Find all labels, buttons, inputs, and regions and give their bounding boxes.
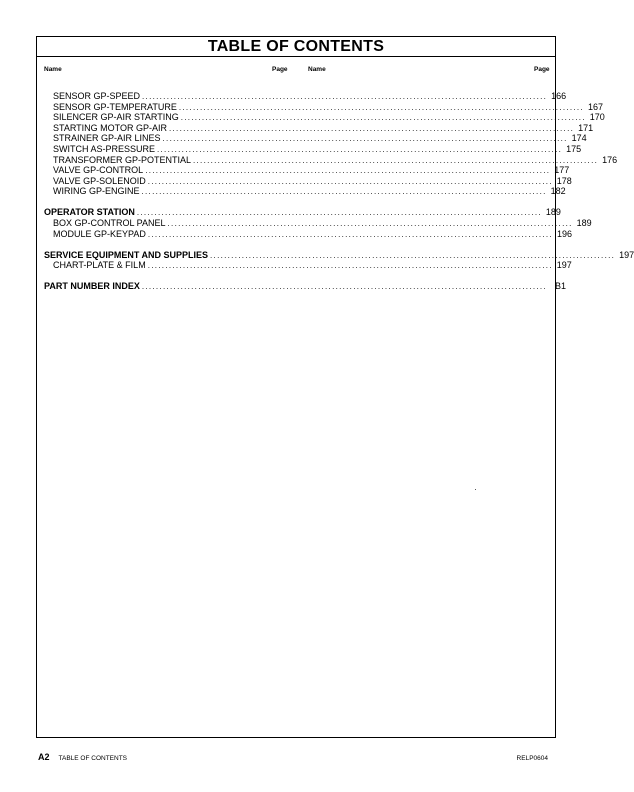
toc-entry[interactable]: [44, 122, 594, 134]
toc-entry[interactable]: [44, 133, 587, 144]
toc-entry-page: 176: [602, 154, 618, 165]
footer-page-code: A2: [38, 752, 50, 762]
toc-leader-dots: [193, 156, 598, 167]
toc-section-entry[interactable]: [44, 249, 634, 261]
toc-leader-dots: [148, 261, 553, 272]
toc-entry-label: WIRING GP-ENGINE: [53, 186, 140, 197]
toc-entry-label: CHART-PLATE & FILM: [53, 260, 146, 271]
toc-leader-dots: [157, 145, 562, 156]
toc-entry-label: TRANSFORMER GP-POTENTIAL: [53, 154, 192, 165]
toc-leader-dots: [142, 187, 547, 198]
toc-entry-label: STRAINER GP-AIR LINES: [53, 133, 161, 144]
toc-section-entry[interactable]: [44, 281, 566, 292]
toc-leader-dots: [137, 208, 542, 219]
toc-entry[interactable]: [44, 165, 570, 176]
right-page-header: Page: [534, 66, 550, 73]
toc-entry[interactable]: [44, 218, 592, 229]
toc-entry-label: MODULE GP-KEYPAD: [53, 228, 146, 239]
toc-entry[interactable]: [44, 260, 572, 271]
toc-entry-label: SWITCH AS-PRESSURE: [53, 143, 156, 154]
toc-entry[interactable]: [44, 186, 566, 197]
toc-entry[interactable]: [44, 91, 567, 102]
toc-entry-label: VALVE GP-CONTROL: [53, 165, 144, 176]
toc-entry-label: SERVICE EQUIPMENT AND SUPPLIES: [44, 249, 209, 260]
toc-leader-dots: [179, 103, 584, 114]
scan-speck: [475, 489, 476, 490]
toc-entry-page: 197: [619, 249, 634, 260]
toc-entry-label: SENSOR GP-SPEED: [53, 91, 141, 101]
toc-entry-label: OPERATOR STATION: [44, 207, 135, 218]
toc-entry-page: 174: [571, 133, 587, 144]
toc-entry-label: STARTING MOTOR GP-AIR: [53, 122, 168, 133]
toc-entry-page: 196: [556, 228, 572, 239]
footer-doc-id: RELP0604: [516, 755, 548, 762]
toc-section-entry[interactable]: [44, 207, 561, 218]
toc-entry-page: 166: [551, 91, 567, 101]
toc-spacer: [44, 239, 289, 250]
left-page-header: Page: [272, 66, 288, 73]
toc-entry[interactable]: [44, 228, 572, 240]
toc-leader-dots: [181, 113, 586, 124]
left-name-header: Name: [44, 66, 62, 73]
toc-entry-page: 189: [545, 207, 561, 218]
toc-entry[interactable]: [44, 143, 582, 155]
toc-leader-dots: [148, 230, 553, 241]
toc-list: [44, 91, 634, 292]
toc-leader-dots: [142, 92, 547, 103]
toc-entry-page: 167: [587, 101, 603, 112]
toc-entry-page: B1: [554, 281, 566, 292]
toc-leader-dots: [148, 177, 553, 188]
toc-leader-dots: [142, 282, 547, 293]
toc-entry-page: 182: [550, 186, 566, 197]
toc-entry-page: 178: [556, 175, 572, 186]
toc-entry-label: VALVE GP-SOLENOID: [53, 175, 146, 186]
toc-entry-label: PART NUMBER INDEX: [44, 281, 140, 292]
toc-entry[interactable]: [44, 154, 618, 166]
toc-entry-label: SENSOR GP-TEMPERATURE: [53, 101, 177, 112]
toc-leader-dots: [169, 124, 574, 135]
footer-section-name: TABLE OF CONTENTS: [58, 755, 128, 762]
toc-spacer: [44, 271, 289, 282]
toc-leader-dots: [145, 166, 550, 177]
toc-entry-page: 197: [556, 260, 572, 271]
toc-entry-page: 171: [578, 122, 594, 133]
toc-leader-dots: [168, 219, 573, 230]
toc-leader-dots: [163, 134, 568, 145]
toc-entry-page: 170: [589, 112, 605, 123]
toc-entry-page: 175: [566, 143, 582, 154]
toc-entry[interactable]: [44, 112, 605, 123]
page-frame: [36, 36, 634, 738]
page-footer: [38, 752, 548, 762]
toc-entry-page: 189: [576, 218, 592, 229]
toc-entry[interactable]: [44, 101, 603, 113]
toc-spacer: [44, 197, 289, 208]
toc-entry-label: SILENCER GP-AIR STARTING: [53, 112, 179, 123]
toc-entry[interactable]: [44, 175, 572, 187]
toc-entry-label: BOX GP-CONTROL PANEL: [53, 218, 166, 229]
right-name-header: Name: [308, 66, 326, 73]
page-title: TABLE OF CONTENTS: [37, 37, 555, 57]
toc-entry-page: 177: [554, 165, 570, 176]
